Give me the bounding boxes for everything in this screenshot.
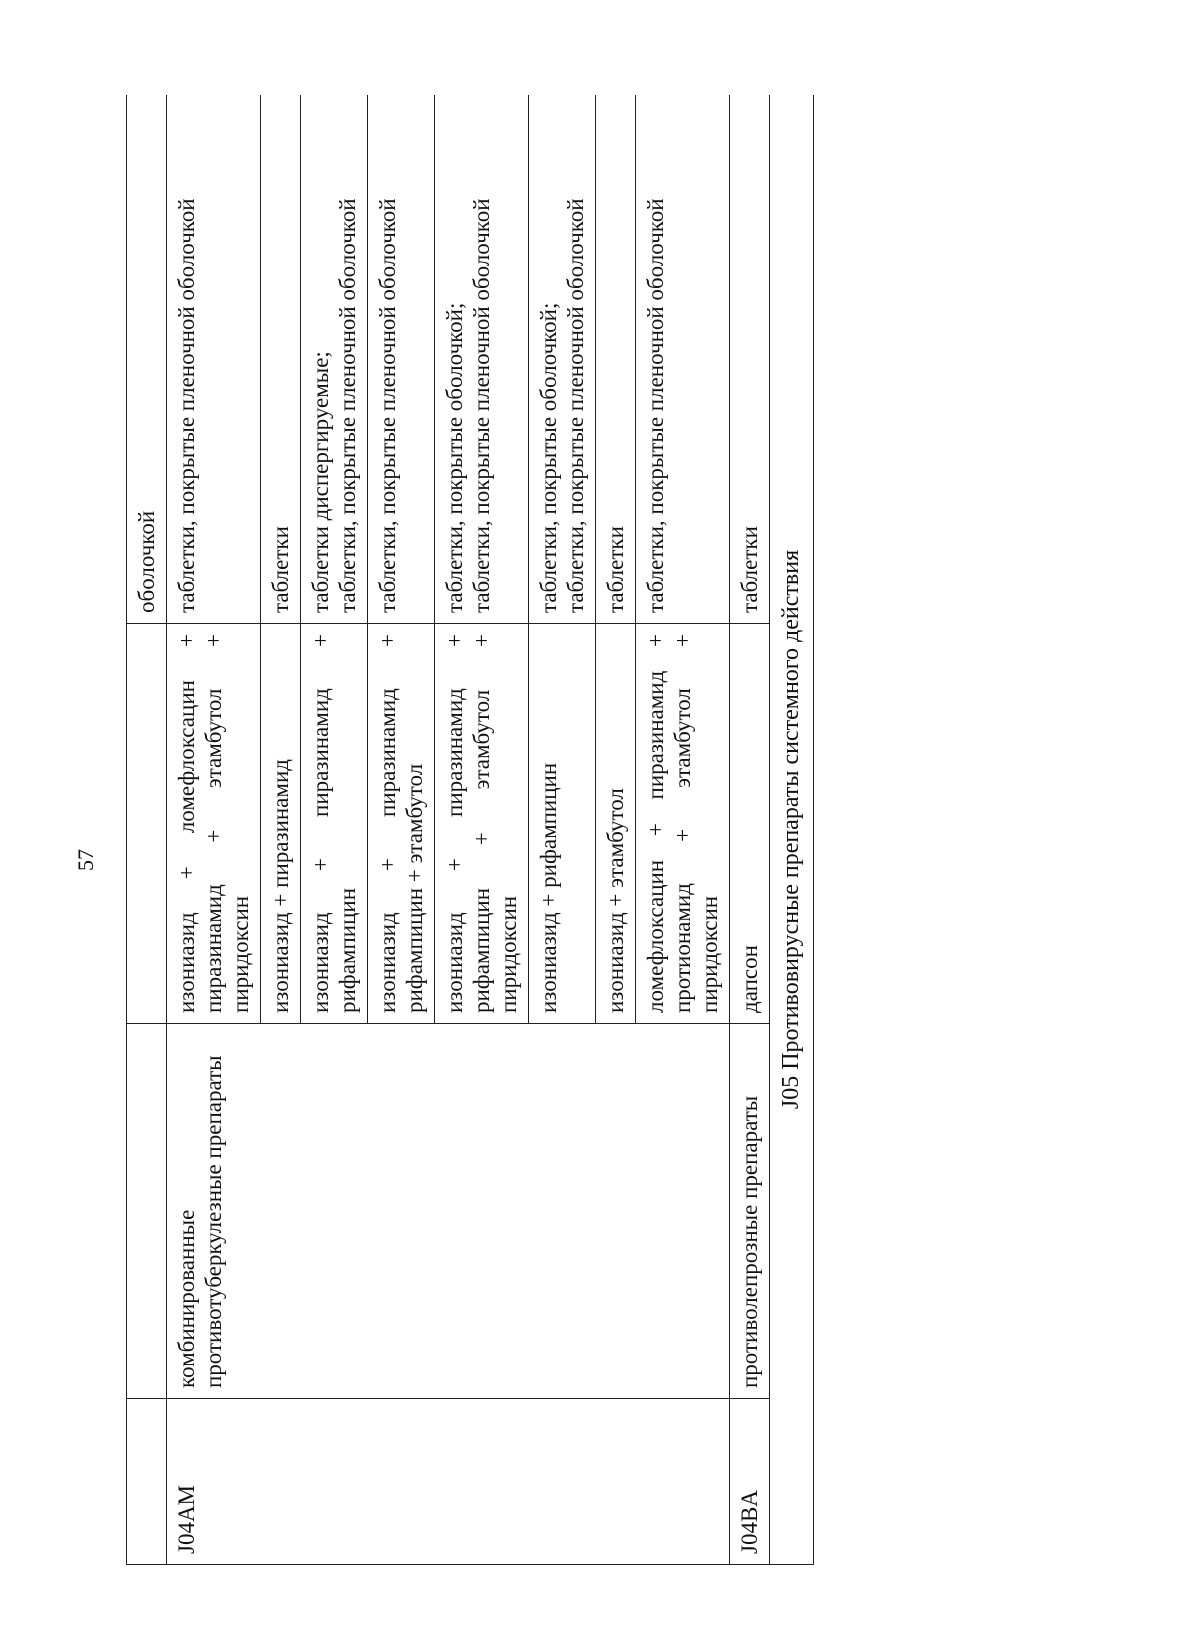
dosage-form-cell — [368, 95, 435, 624]
dosage-form-cell — [529, 95, 596, 624]
dosage-form-cell — [730, 95, 770, 624]
dosage-form-cell — [596, 95, 636, 624]
dosage-form-cell — [167, 95, 261, 624]
atc-code-cell: J04AM — [167, 1399, 730, 1565]
drug-name-cell: изониазид + пиразинамид — [261, 624, 301, 1024]
dosage-form-cell — [301, 95, 368, 624]
dosage-form-cell — [435, 95, 529, 624]
drug-table — [126, 95, 814, 1565]
dosage-form-line: таблетки, покрытые пленочной оболочкой — [335, 198, 360, 613]
code-cell — [127, 1399, 167, 1565]
section-heading: J05 Противовирусные препараты системного действия — [770, 95, 814, 1565]
group-name-cell: комбинированные противотуберкулезные препараты — [167, 1024, 730, 1399]
rotated-page-frame — [126, 95, 1084, 1565]
group-cell — [127, 1024, 167, 1399]
dosage-form-cell — [636, 95, 730, 624]
group-name-cell: противолепрозные препараты — [730, 1024, 770, 1399]
drug-name-cell: изониазид + пиразинамид + рифампицин — [301, 624, 368, 1024]
table-row — [167, 95, 261, 1565]
dosage-form-line: таблетки — [737, 526, 762, 613]
drug-name-cell: дапсон — [730, 624, 770, 1024]
drug-name-cell: изониазид + пиразинамид + рифампицин + этамбутол + пиридоксин — [435, 624, 529, 1024]
dosage-form-line: таблетки диспергируемые; — [308, 351, 333, 613]
table-row — [730, 95, 770, 1565]
dosage-form-line: таблетки, покрытые пленочной оболочкой — [563, 198, 588, 613]
dosage-form-line: таблетки — [603, 526, 628, 613]
dosage-form-line: таблетки, покрытые пленочной оболочкой — [643, 198, 668, 613]
form-cell: оболочкой — [127, 95, 167, 624]
drug-name-cell: изониазид + этамбутол — [596, 624, 636, 1024]
dosage-form-line: таблетки, покрытые пленочной оболочкой — [174, 198, 199, 613]
drug-name-cell: ломефлоксацин + пиразинамид + протионамид + этамбутол + пиридоксин — [636, 624, 730, 1024]
atc-code-cell: J04BA — [730, 1399, 770, 1565]
dosage-form-line: таблетки, покрытые оболочкой; — [536, 302, 561, 613]
dosage-form-line: таблетки, покрытые оболочкой; — [442, 302, 467, 613]
dosage-form-cell — [261, 95, 301, 624]
dosage-form-line: таблетки, покрытые пленочной оболочкой — [469, 198, 494, 613]
table-row-continuation — [127, 95, 167, 1565]
drug-cell — [127, 624, 167, 1024]
section-heading-row — [770, 95, 814, 1565]
dosage-form-line: таблетки — [268, 526, 293, 613]
document-table-area — [126, 95, 1084, 1565]
drug-name-cell: изониазид + рифампицин — [529, 624, 596, 1024]
page-number: 57 — [73, 849, 98, 871]
drug-name-cell: изониазид + ломефлоксацин + пиразинамид + этамбутол + пиридоксин — [167, 624, 261, 1024]
dosage-form-line: таблетки, покрытые пленочной оболочкой — [375, 198, 400, 613]
drug-name-cell: изониазид + пиразинамид + рифампицин + этамбутол — [368, 624, 435, 1024]
